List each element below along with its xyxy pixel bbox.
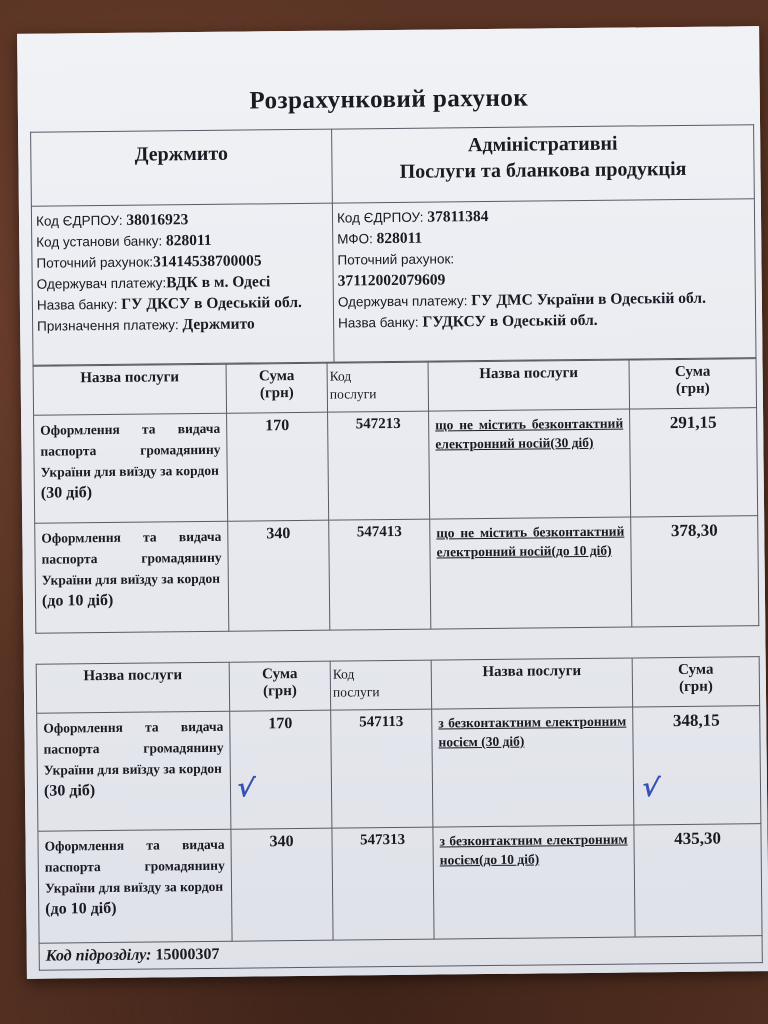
service-code: 547413 — [329, 519, 431, 630]
edrpou-value: 38016923 — [126, 211, 189, 229]
table-row — [35, 516, 759, 634]
admin-services-header-line1: Адміністративні — [467, 132, 618, 157]
account-label: Поточний рахунок: — [337, 251, 455, 268]
department-code-value: 15000307 — [155, 945, 220, 964]
service-code: 547213 — [328, 411, 430, 520]
admin-services-requisites — [332, 199, 756, 362]
col-sum2-line2: (грн) — [675, 380, 710, 398]
admin-services-header-line2: Послуги та бланкова продукція — [399, 157, 687, 183]
bank-code-value: 828011 — [165, 231, 212, 250]
col-sum — [226, 363, 328, 413]
col-service-name: Назва послуги — [36, 662, 230, 713]
col-code-line1: Код — [332, 666, 355, 682]
col-code-line1: Код — [329, 368, 352, 384]
col-code-line2: послуги — [332, 684, 380, 700]
service-amount — [633, 706, 761, 825]
duty-sum: 340 — [231, 828, 333, 941]
edrpou-label: Код ЄДРПОУ: — [336, 209, 424, 226]
service-note: з безконтактним електронним носієм(до 10 діб) — [433, 825, 635, 939]
service-description: Оформлення та видача паспорта громадянину України для виїзду за кордон (до 10 діб) — [35, 521, 229, 633]
bank-name-value: ГУДКСУ в Одеській обл. — [422, 311, 598, 331]
handwritten-check-icon: √ — [235, 772, 257, 805]
col-sum-line1: Сума — [262, 666, 298, 683]
table-row — [37, 706, 761, 832]
service-note: що не містить безконтактний електронний носій(до 10 діб) — [430, 517, 632, 629]
edrpou-value: 37811384 — [427, 207, 489, 226]
service-description: Оформлення та видача паспорта громадянину України для виїзду за кордон (30 діб) — [34, 413, 228, 523]
document-title: Розрахунковий рахунок — [249, 84, 529, 115]
handwritten-check-icon: √ — [640, 772, 662, 805]
mfo-label: МФО: — [337, 231, 373, 247]
services-table-with-chip — [36, 656, 763, 971]
purpose-label: Призначення платежу: — [37, 317, 179, 334]
duty-sum: 340 — [228, 520, 330, 631]
recipient-value: ГУ ДМС України в Одеській обл. — [471, 289, 706, 310]
service-amount: 291,15 — [630, 408, 758, 517]
duty-sum-value: 170 — [268, 715, 293, 733]
service-note: що не містить безконтактний електронний носій(30 діб) — [429, 409, 631, 519]
account-value: 31414538700005 — [153, 252, 262, 271]
admin-services-header — [332, 125, 755, 203]
col-sum2-line1: Сума — [677, 661, 714, 679]
department-code-label: Код підрозділу: — [45, 946, 152, 965]
service-amount-value: 348,15 — [672, 710, 720, 731]
col-sum-line2: (грн) — [259, 385, 294, 402]
recipient-value: ВДК в м. Одесі — [166, 273, 271, 292]
col-service-code — [330, 660, 432, 710]
account-label: Поточний рахунок: — [36, 254, 154, 271]
payment-invoice-sheet — [17, 26, 768, 979]
col-sum2-line2: (грн) — [678, 678, 713, 696]
duty-sum: 170 — [227, 412, 329, 521]
col-sum-line2: (грн) — [262, 683, 297, 700]
requisites-block — [30, 124, 763, 971]
service-description: Оформлення та видача паспорта громадянину України для виїзду за кордон (30 діб) — [37, 711, 231, 831]
table-row — [34, 408, 758, 524]
state-duty-requisites — [31, 203, 334, 365]
service-code: 547313 — [332, 827, 434, 940]
duty-sum — [230, 710, 332, 829]
services-table-without-chip — [33, 358, 760, 634]
bank-code-label: Код установи банку: — [36, 233, 163, 250]
table-row — [38, 824, 762, 944]
col-service-name: Назва послуги — [33, 364, 227, 415]
col-sum — [229, 661, 331, 711]
col-sum-2 — [632, 657, 760, 707]
bank-name-label: Назва банку: — [338, 314, 419, 331]
col-service-name-2: Назва послуги — [431, 658, 633, 709]
service-note: з безконтактним електронним носієм (30 діб) — [432, 707, 634, 827]
bank-name-value: ГУ ДКСУ в Одеській обл. — [121, 293, 302, 313]
bank-name-label: Назва банку: — [36, 296, 118, 313]
service-amount: 435,30 — [634, 824, 762, 937]
state-duty-header-text: Держмито — [134, 142, 229, 166]
col-sum-2 — [629, 359, 757, 409]
col-sum-line1: Сума — [258, 368, 295, 385]
account-value: 37112002079609 — [337, 271, 446, 290]
service-amount: 378,30 — [631, 516, 759, 627]
purpose-value: Держмито — [182, 315, 255, 334]
recipient-label: Одержувач платежу: — [36, 275, 167, 292]
col-sum2-line1: Сума — [674, 363, 711, 381]
mfo-value: 828011 — [376, 229, 423, 248]
col-service-name-2: Назва послуги — [428, 360, 630, 411]
col-code-line2: послуги — [329, 386, 377, 402]
col-service-code — [327, 362, 429, 412]
service-code: 547113 — [331, 709, 433, 828]
state-duty-header — [31, 129, 333, 206]
edrpou-label: Код ЄДРПОУ: — [35, 212, 123, 229]
recipient-label: Одержувач платежу: — [337, 293, 468, 310]
requisites-table — [30, 124, 756, 366]
service-description: Оформлення та видача паспорта громадянину України для виїзду за кордон (до 10 діб) — [38, 829, 232, 943]
